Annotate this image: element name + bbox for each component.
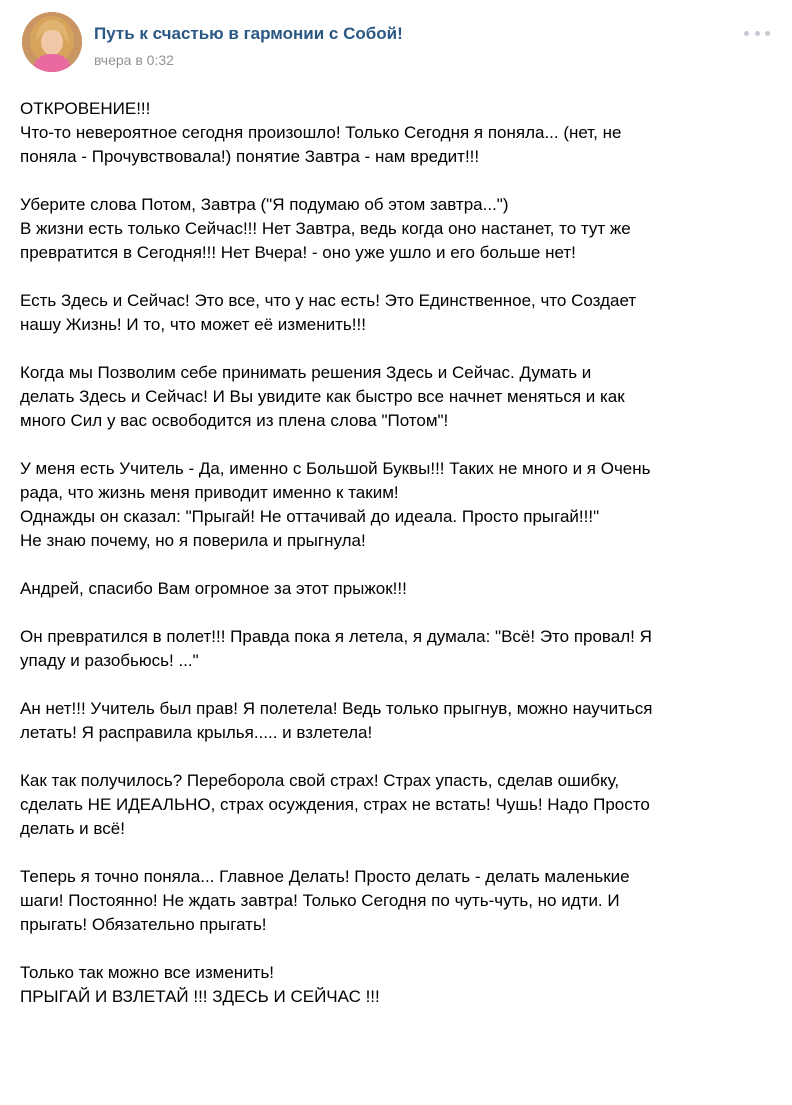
post-text-line: Не знаю почему, но я поверила и прыгнула! (20, 531, 366, 550)
post-text-line: делать и всё! (20, 819, 125, 838)
post-text-line: делать Здесь и Сейчас! И Вы увидите как быстро все начнет меняться и как (20, 387, 625, 406)
post-text-line: ПРЫГАЙ И ВЗЛЕТАЙ !!! ЗДЕСЬ И СЕЙЧАС !!! (20, 987, 380, 1006)
post-paragraph (20, 577, 780, 601)
post-paragraph (20, 97, 780, 169)
post-text (20, 97, 780, 1009)
post-text-line: рада, что жизнь меня приводит именно к таким! (20, 483, 399, 502)
post-paragraph (20, 361, 780, 433)
menu-dot (765, 31, 770, 36)
post-paragraph (20, 697, 780, 745)
post-text-line: ОТКРОВЕНИЕ!!! (20, 99, 151, 118)
post-text-line: У меня есть Учитель - Да, именно с Большой Буквы!!! Таких не много и я Очень (20, 459, 651, 478)
post-paragraph (20, 961, 780, 1009)
post-text-line: прыгать! Обязательно прыгать! (20, 915, 267, 934)
post-text-line: летать! Я расправила крылья..... и взлетела! (20, 723, 373, 742)
post-text-line: сделать НЕ ИДЕАЛЬНО, страх осуждения, страх не встать! Чушь! Надо Просто (20, 795, 650, 814)
post-paragraph (20, 457, 780, 553)
post-text-line: Что-то невероятное сегодня произошло! Только Сегодня я поняла... (нет, не (20, 123, 622, 142)
post-header (22, 12, 772, 78)
post-text-line: В жизни есть только Сейчас!!! Нет Завтра, ведь когда оно настанет, то тут же (20, 219, 631, 238)
menu-dot (755, 31, 760, 36)
post-text-line: упаду и разобьюсь! ..." (20, 651, 199, 670)
post-text-line: Ан нет!!! Учитель был прав! Я полетела! Ведь только прыгнув, можно научиться (20, 699, 653, 718)
post-text-line: превратится в Сегодня!!! Нет Вчера! - оно уже ушло и его больше нет! (20, 243, 576, 262)
post-text-line: Как так получилось? Переборола свой страх! Страх упасть, сделав ошибку, (20, 771, 620, 790)
post-paragraph (20, 289, 780, 337)
author-name[interactable]: Путь к счастью в гармонии с Собой! (94, 24, 403, 43)
post-text-line: Уберите слова Потом, Завтра ("Я подумаю об этом завтра...") (20, 195, 509, 214)
more-horizontal-icon[interactable] (744, 26, 770, 40)
post-paragraph (20, 865, 780, 937)
post-date[interactable]: вчера в 0:32 (94, 52, 174, 68)
post-text-line: Теперь я точно поняла... Главное Делать! Просто делать - делать маленькие (20, 867, 630, 886)
post-text-line: много Сил у вас освободится из плена слова "Потом"! (20, 411, 449, 430)
menu-dot (744, 31, 749, 36)
avatar-photo (22, 12, 82, 72)
post-text-line: Только так можно все изменить! (20, 963, 275, 982)
post-text-line: Он превратился в полет!!! Правда пока я летела, я думала: "Всё! Это провал! Я (20, 627, 652, 646)
post-text-line: Однажды он сказал: "Прыгай! Не оттачивай до идеала. Просто прыгай!!!" (20, 507, 600, 526)
post-paragraph (20, 193, 780, 265)
post-paragraph (20, 625, 780, 673)
post-text-line: Когда мы Позволим себе принимать решения Здесь и Сейчас. Думать и (20, 363, 592, 382)
avatar[interactable] (22, 12, 82, 72)
post-text-line: поняла - Прочувствовала!) понятие Завтра - нам вредит!!! (20, 147, 480, 166)
post-paragraph (20, 769, 780, 841)
post-text-line: шаги! Постоянно! Не ждать завтра! Только Сегодня по чуть-чуть, но идти. И (20, 891, 620, 910)
post-text-line: Есть Здесь и Сейчас! Это все, что у нас есть! Это Единственное, что Создает (20, 291, 637, 310)
post-text-line: нашу Жизнь! И то, что может её изменить!!! (20, 315, 366, 334)
post-text-line: Андрей, спасибо Вам огромное за этот прыжок!!! (20, 579, 407, 598)
